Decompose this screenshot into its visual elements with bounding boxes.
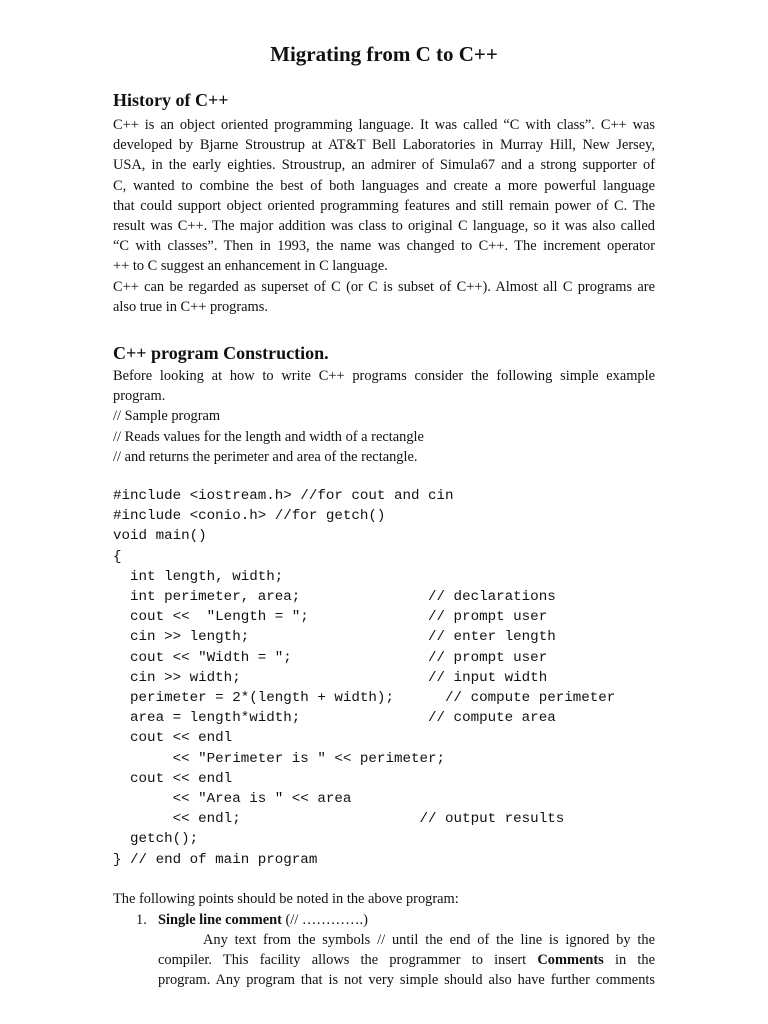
text-fragment: in the: [603, 952, 655, 969]
text-line: “C with classes”. Then in 1993, the name was changed to C++. The increment operator: [113, 238, 655, 255]
points-intro: The following points should be noted in the above program:: [113, 891, 459, 907]
text-line: developed by Bjarne Stroustrup at AT&T Bell Laboratories in Murray Hill, New Jersey,: [113, 137, 655, 154]
history-paragraph: [113, 115, 655, 317]
text-line: program.: [113, 388, 166, 405]
text-line: [158, 950, 655, 970]
list-number: 1.: [136, 912, 147, 928]
bold-term: Comments: [537, 952, 604, 969]
text-line: ++ to C suggest an enhancement in C language.: [113, 258, 388, 275]
text-line: that could support object oriented programming features and still remain power of C. The: [113, 197, 655, 214]
text-line: result was C++. The major addition was class to original C language, so it was also called: [113, 218, 655, 235]
page-title: Migrating from C to C++: [270, 42, 498, 66]
list-label-bold: Single line comment: [158, 912, 282, 928]
text-line: C++ can be regarded as superset of C (or C is subset of C++). Almost all C programs are: [113, 278, 655, 295]
text-line: C, wanted to combine the best of both languages and create a more powerful language: [113, 177, 655, 194]
text-line: USA, in the early eighties. Stroustrup, an admirer of Simula67 and a strong supporter of: [113, 157, 655, 174]
text-line: C++ is an object oriented programming language. It was called “C with class”. C++ was: [113, 117, 655, 133]
section-heading-construction: C++ program Construction.: [113, 343, 329, 363]
text-line: also true in C++ programs.: [113, 298, 268, 315]
code-listing: #include <iostream.h> //for cout and cin #include <conio.h> //for getch() void main() { int length, width; int perimeter, area; // declarations cout << "Length = "; // prompt user cin >> length; // enter length cout << "Width = "; // prompt user cin >> width; // input width perimeter = 2*(length + width); // compute perimeter area = length*width; // compute area cout << endl << "Perimeter is " << perimeter; cout << endl << "Area is " << area << endl; // output results getch(); } // end of main program: [113, 488, 616, 868]
list-label-suffix: (// ………….): [281, 912, 368, 928]
text-line: Before looking at how to write C++ programs consider the following simple example: [113, 368, 655, 384]
comment-line: // Sample program: [113, 408, 221, 425]
comment-line: // Reads values for the length and width of a rectangle: [113, 428, 424, 445]
text-line: Any text from the symbols // until the end of the line is ignored by the: [203, 932, 655, 948]
list-label: [158, 910, 655, 930]
comment-line: // and returns the perimeter and area of the rectangle.: [113, 448, 418, 465]
section-heading-history: History of C++: [113, 90, 229, 110]
construction-paragraph: [113, 366, 655, 467]
text-fragment: compiler. This facility allows the programmer to insert: [158, 952, 538, 969]
text-line: program. Any program that is not very simple should also have further comments: [158, 972, 655, 989]
list-item-body: [158, 930, 655, 991]
